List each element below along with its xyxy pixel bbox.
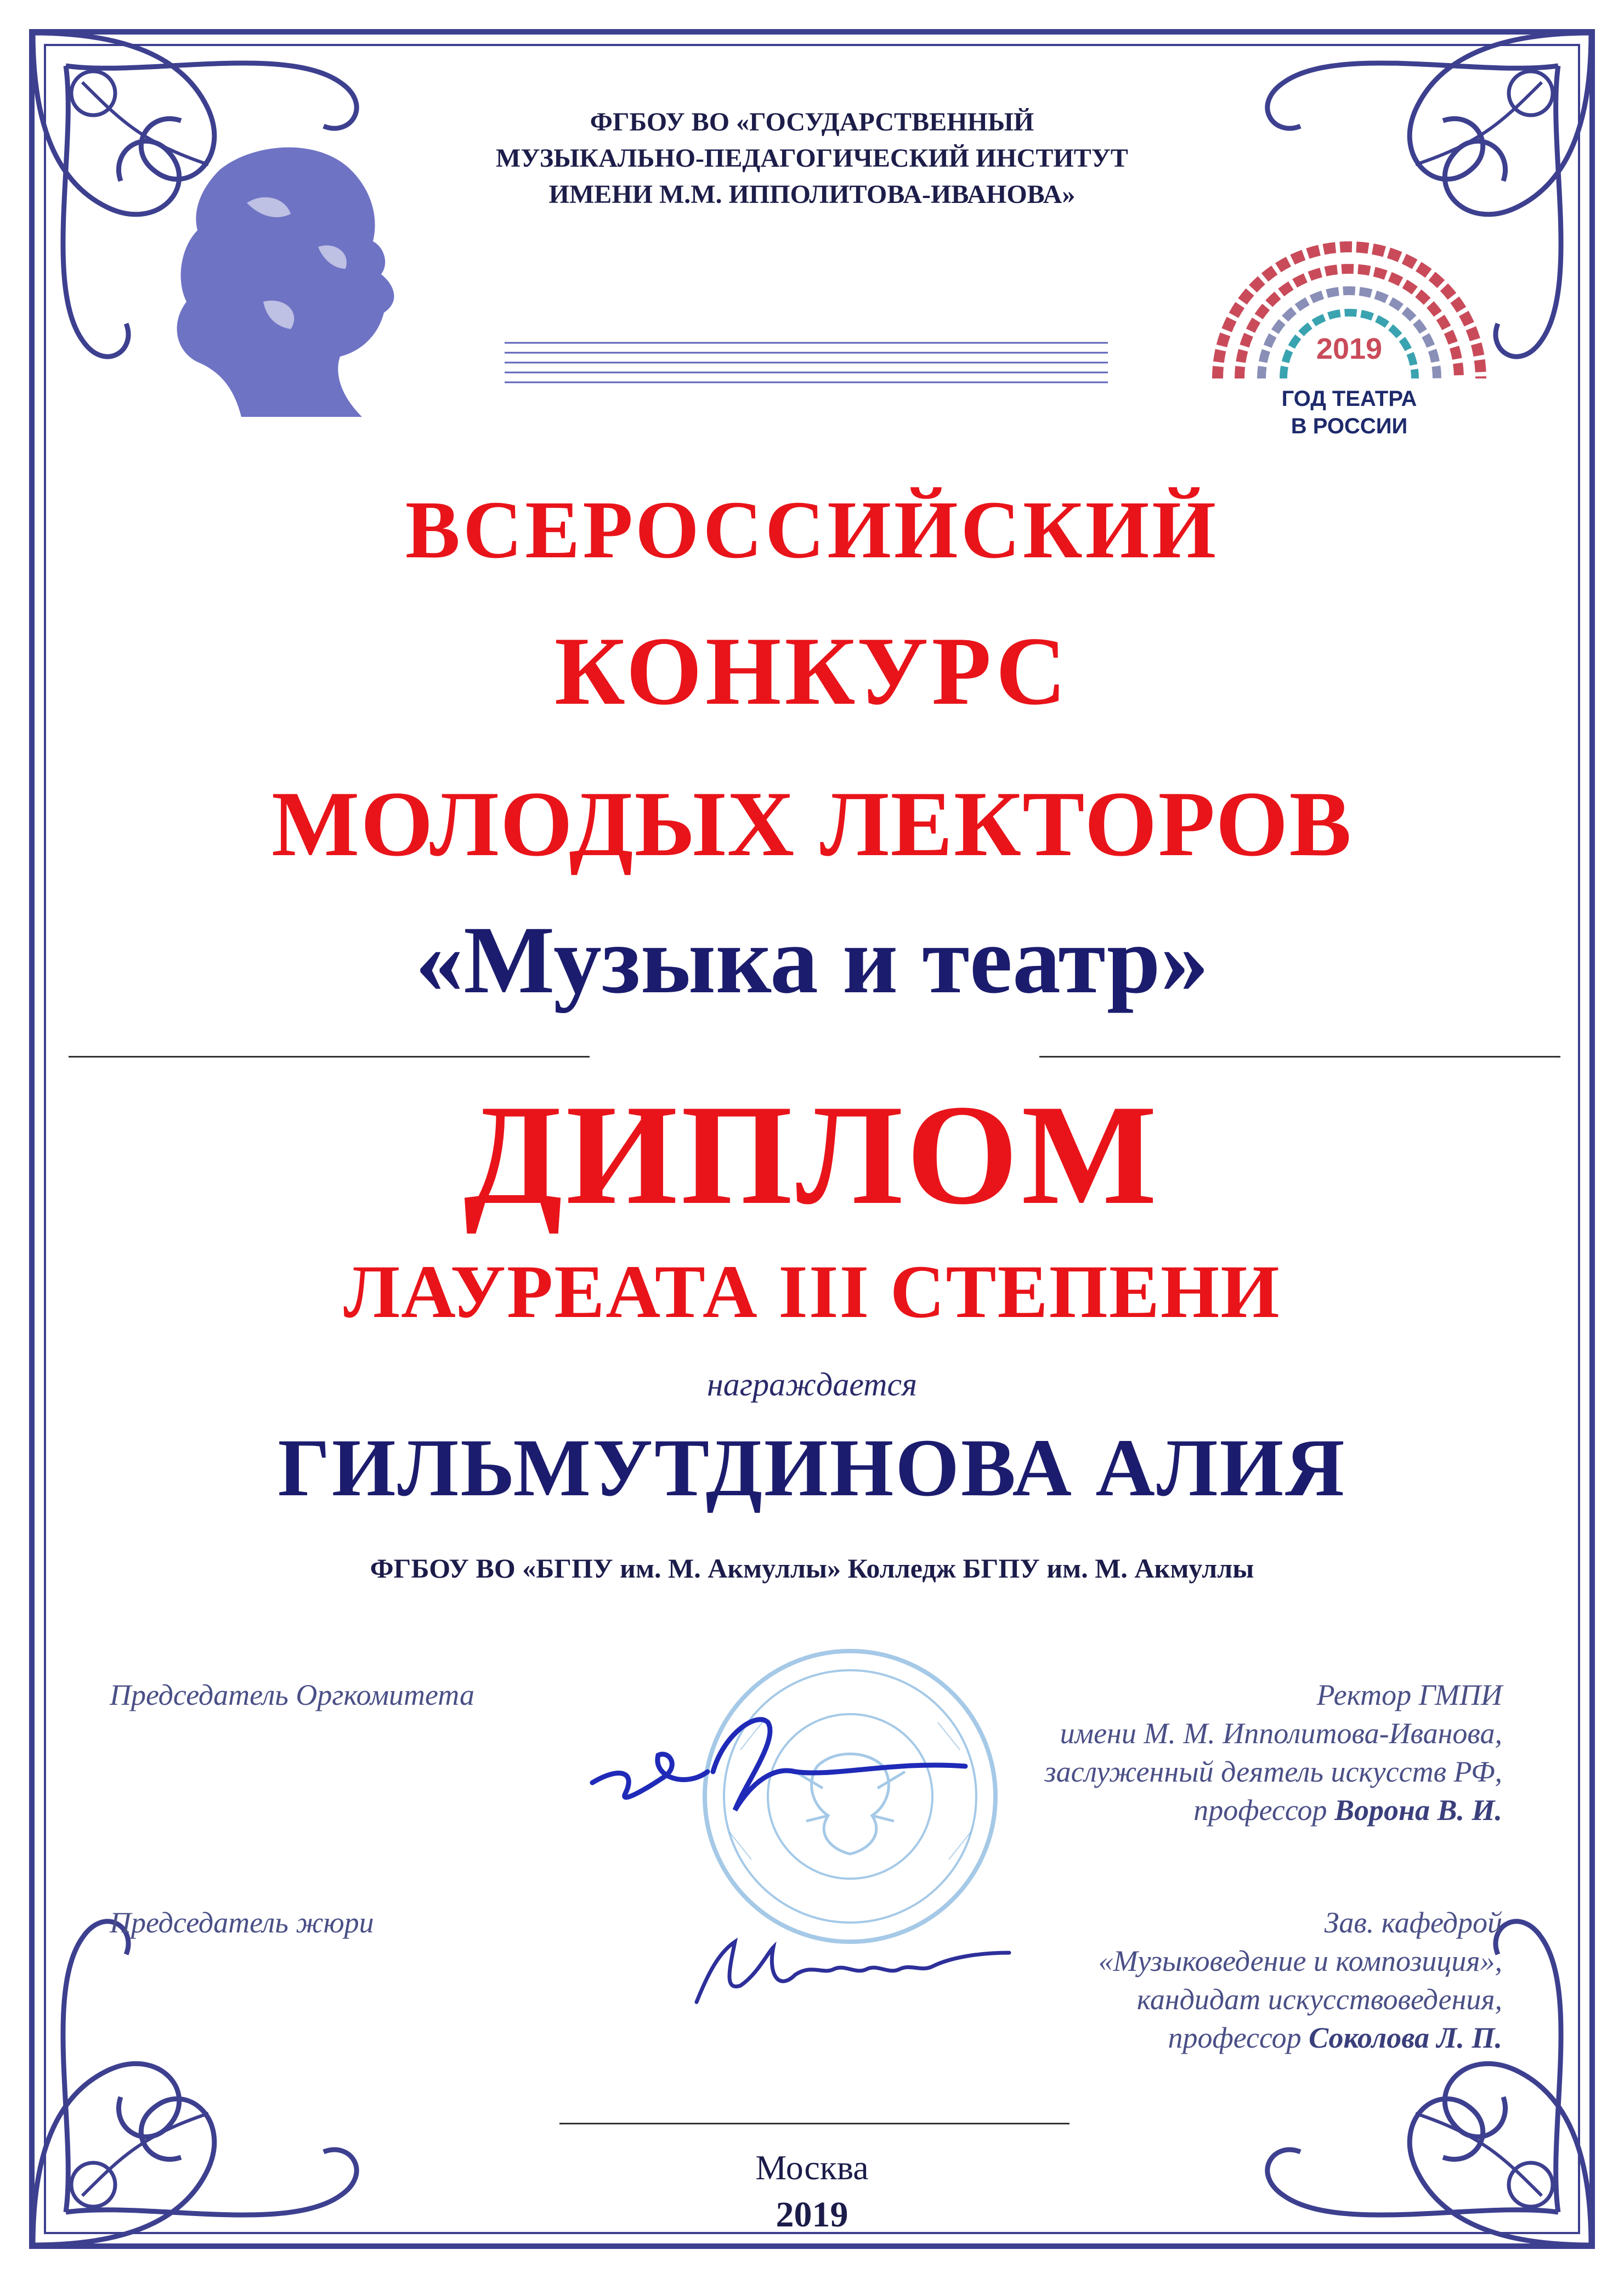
rector-line-4 [844, 1791, 1502, 1829]
department-line-3: кандидат искусствоведения, [1136, 1983, 1502, 2016]
recipient-organization: ФГБОУ ВО «БГПУ им. М. Акмуллы» Колледж БГПУ им. М. Акмуллы [370, 1553, 1254, 1584]
chairman-organizing-title: Председатель Оргкомитета [110, 1678, 474, 1711]
theatre-logo-year: 2019 [1316, 332, 1383, 365]
rector-title: профессор [1193, 1794, 1334, 1827]
department-title: профессор [1168, 2021, 1309, 2054]
rector-signature-block [844, 1676, 1502, 1829]
year-of-theatre-logo [1196, 208, 1503, 461]
rector-line-3: заслуженный деятель искусств РФ, [1044, 1755, 1502, 1788]
theatre-logo-line-2: В РОССИИ [1291, 414, 1408, 438]
footer-year: 2019 [776, 2195, 848, 2235]
institute-line-2: МУЗЫКАЛЬНО-ПЕДАГОГИЧЕСКИЙ ИНСТИТУТ [496, 144, 1128, 173]
music-staff-lines [505, 337, 1108, 387]
diploma-degree: ЛАУРЕАТА III СТЕПЕНИ [343, 1250, 1281, 1333]
divider-right [1039, 1056, 1560, 1058]
contest-name: «Музыка и театр» [415, 907, 1209, 1014]
chairman-jury-title: Председатель жюри [110, 1906, 374, 1939]
department-head-name: Соколова Л. П. [1309, 2021, 1502, 2054]
footer-divider [559, 2123, 1070, 2124]
institute-header [0, 104, 1624, 213]
diploma-title: ДИПЛОМ [463, 1075, 1161, 1234]
rector-name: Ворона В. И. [1334, 1794, 1502, 1827]
footer-city: Москва [755, 2148, 869, 2187]
head-of-department-signature-block [844, 1903, 1502, 2057]
institute-line-1: ФГБОУ ВО «ГОСУДАРСТВЕННЫЙ [590, 108, 1034, 137]
rector-line-1: Ректор ГМПИ [1316, 1678, 1502, 1711]
institute-line-3: ИМЕНИ М.М. ИППОЛИТОВА-ИВАНОВА» [548, 180, 1076, 209]
department-line-4 [844, 2019, 1502, 2057]
title-line-3: МОЛОДЫХ ЛЕКТОРОВ [271, 772, 1353, 875]
department-line-1: Зав. кафедрой [1324, 1906, 1502, 1939]
title-line-1: ВСЕРОССИЙСКИЙ [405, 484, 1219, 575]
awarded-label: награждается [706, 1366, 918, 1403]
title-line-2: КОНКУРС [554, 617, 1070, 725]
theatre-logo-line-1: ГОД ТЕАТРА [1281, 387, 1417, 411]
divider-left [69, 1056, 590, 1058]
rector-line-2: имени М. М. Ипполитова-Иванова, [1060, 1717, 1502, 1750]
recipient-name: ГИЛЬМУТДИНОВА АЛИЯ [278, 1422, 1346, 1513]
department-line-2: «Музыковедение и композиция», [1098, 1945, 1502, 1977]
